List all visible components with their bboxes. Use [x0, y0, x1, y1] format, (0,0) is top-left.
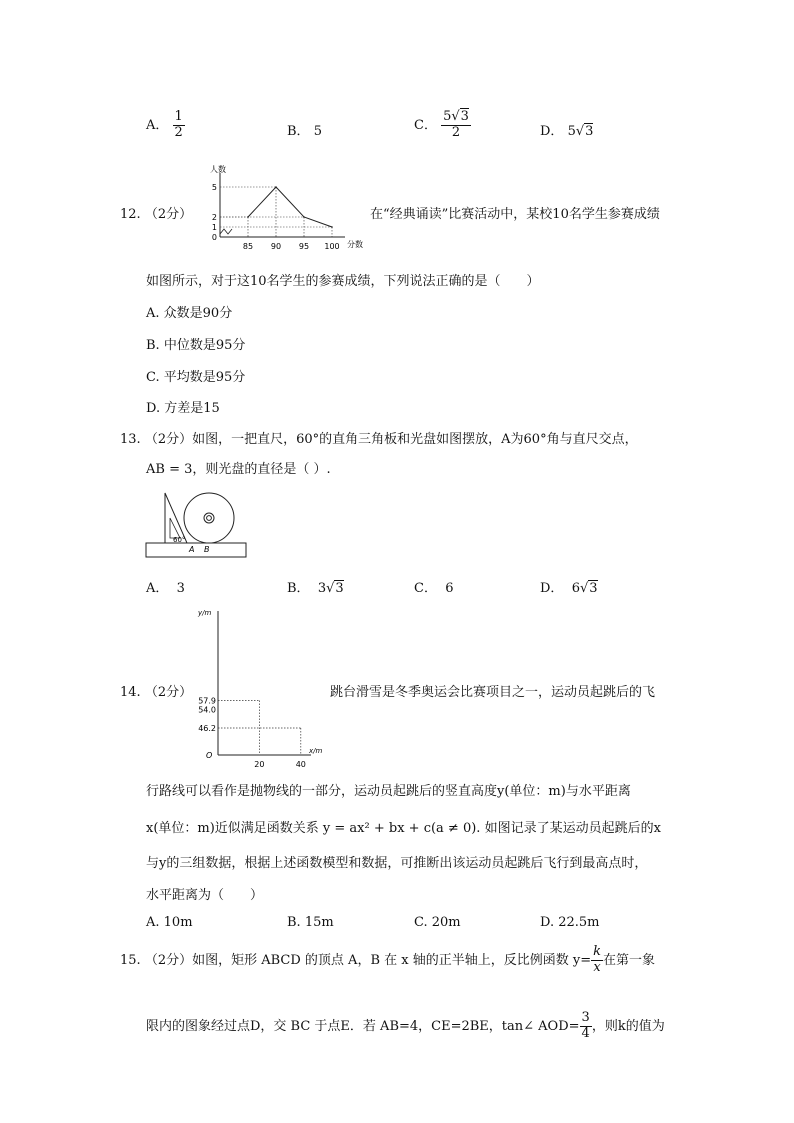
question-stem: 如图，一把直尺，60°的直角三角板和光盘如图摆放，A为60°角与直尺交点，: [192, 432, 638, 447]
question-stem: 如图，矩形 ABCD 的顶点 A，B 在 x 轴的正半轴上，反比例函数 y=: [192, 952, 592, 968]
fraction: [441, 110, 471, 141]
x-tick-label: 100: [324, 242, 340, 250]
radicand: 3: [589, 581, 598, 596]
q14-option-c: C. 20m: [414, 915, 461, 930]
disc-hole-outer: [204, 513, 214, 523]
x-tick-label: 20: [254, 760, 265, 769]
option-label: D．: [540, 581, 564, 596]
score-series-line: [248, 187, 332, 227]
option-label: A．: [146, 117, 169, 133]
radicand: 3: [335, 581, 344, 596]
question-stem: 在第一象: [603, 952, 656, 968]
q12-option-a: A. 众数是90分: [146, 306, 233, 321]
x-tick-label: 85: [242, 242, 254, 250]
data-point: [247, 216, 249, 218]
q14-stem-part1: 跳台滑雪是冬季奥运会比赛项目之一，运动员起跳后的飞: [330, 685, 656, 700]
option-label: D．: [540, 124, 564, 139]
q12-option-b: B. 中位数是95分: [146, 338, 246, 353]
chart-guides: [218, 701, 301, 755]
coefficient: 5: [567, 124, 576, 139]
question-number: 14.: [120, 685, 141, 700]
denominator: 4: [581, 1025, 590, 1041]
option-value: 6: [445, 581, 454, 596]
data-point: [331, 226, 333, 228]
y-tick-label: 54.0: [198, 705, 216, 715]
radical: √3: [326, 581, 344, 596]
q13-option-c: [414, 577, 454, 596]
radical: √3: [575, 124, 594, 139]
y-tick-label: 2: [211, 213, 217, 222]
q12-stem-part1: 在“经典诵读”比赛活动中，某校10名学生参赛成绩: [370, 207, 660, 222]
option-label: B．: [287, 124, 310, 139]
denominator: x: [593, 959, 601, 975]
q13-option-d: [540, 577, 598, 596]
chart-axes: [218, 611, 311, 755]
q12-score-chart: [200, 165, 375, 250]
question-score: （2分）: [144, 952, 193, 968]
question-number: 13.: [120, 432, 141, 447]
data-point: [303, 216, 305, 218]
q14-jump-chart: [186, 603, 346, 773]
q14-stem-line5: 水平距离为（ ）: [146, 888, 264, 903]
option-label: B．: [287, 581, 310, 596]
numerator: 3: [581, 1010, 590, 1025]
point-b-label: B: [204, 545, 210, 554]
numerator: [441, 110, 471, 126]
disc: [184, 493, 234, 543]
denominator: 2: [174, 124, 183, 140]
question-number: 12.: [120, 207, 141, 222]
y-tick-label: 57.9: [198, 696, 216, 706]
radical: √3: [451, 109, 469, 124]
option-label: A．: [146, 581, 169, 596]
x-axis-label: 分数: [347, 240, 363, 249]
q11-option-d: [540, 120, 593, 139]
question-score: （2分）: [144, 207, 193, 222]
y-axis-label: y/m: [198, 609, 212, 617]
q12-option-d: D. 方差是15: [146, 401, 220, 416]
q14-stem-line4: 与y的三组数据，根据上述函数模型和数据，可推断出该运动员起跳后飞行到最高点时，: [146, 856, 648, 871]
q13-option-b: [287, 577, 344, 596]
x-tick-label: 40: [295, 760, 306, 769]
question-score: （2分）: [144, 685, 193, 700]
q13-figure: [143, 485, 251, 560]
q11-option-a: [146, 110, 185, 141]
fraction: [580, 1011, 592, 1042]
q12-stem-part2: 如图所示，对于这10名学生的参赛成绩，下列说法正确的是（ ）: [146, 274, 540, 289]
q15-line1: [120, 945, 655, 976]
option-label: C．: [414, 581, 437, 596]
y-tick-label: 46.2: [198, 724, 216, 733]
disc-hole-inner: [207, 516, 212, 521]
option-label: C．: [414, 117, 437, 133]
y-axis-label: 人数: [210, 165, 226, 174]
x-axis-label: x/m: [309, 747, 323, 755]
x-tick-label: 90: [270, 242, 282, 250]
radicand: 3: [585, 124, 594, 139]
ruler: [146, 543, 246, 557]
chart-labels: [197, 609, 323, 769]
coefficient: 6: [571, 581, 580, 596]
q13-option-a: [146, 577, 185, 596]
q14-option-a: A. 10m: [146, 915, 193, 930]
coefficient: 3: [317, 581, 327, 596]
chart-series: [247, 186, 333, 228]
numerator: k: [593, 944, 601, 959]
fraction: [173, 110, 185, 141]
question-number: 15.: [120, 952, 141, 968]
q13-line1: [120, 428, 638, 447]
fraction: [591, 945, 603, 976]
axis-break: [220, 229, 232, 234]
q11-option-b: [287, 120, 322, 139]
radical: √3: [579, 581, 598, 596]
q12-number: [120, 203, 192, 222]
q11-option-c: [414, 110, 471, 141]
y-tick-label: 5: [211, 183, 217, 192]
coefficient: 5: [443, 109, 452, 124]
option-value: 3: [176, 581, 185, 596]
question-score: （2分）: [144, 432, 193, 447]
data-point: [275, 186, 277, 188]
origin-label: O: [206, 751, 213, 760]
q15-line2: [146, 1011, 665, 1042]
q12-option-c: C. 平均数是95分: [146, 370, 246, 385]
option-value: 5: [313, 124, 322, 139]
q14-option-d: D. 22.5m: [540, 915, 600, 930]
q14-stem-line2: 行路线可以看作是抛物线的一部分，运动员起跳后的竖直高度y(单位：m)与水平距离: [146, 784, 631, 799]
q14-number: [120, 681, 192, 700]
q13-line2: AB = 3，则光盘的直径是（ ）.: [146, 462, 331, 477]
chart-guides: [220, 187, 332, 237]
q14-stem-line3: x(单位：m)近似满足函数关系 y = ax² + bx + c(a ≠ 0). 如图记录了某运动员起跳后的x: [146, 821, 661, 836]
set-square-inner: [170, 518, 180, 538]
question-stem: 限内的图象经过点D，交 BC 于点E．若 AB=4，CE=2BE，tan∠ AOD=: [146, 1018, 580, 1034]
numerator: 1: [174, 109, 183, 124]
y-tick-label: 1: [211, 223, 217, 232]
x-tick-label: 95: [298, 242, 310, 250]
radicand: 3: [460, 109, 469, 124]
denominator: 2: [451, 124, 461, 140]
point-a-label: A: [189, 545, 195, 554]
question-stem: ，则k的值为: [591, 1018, 665, 1034]
angle-label: 60°: [173, 536, 186, 544]
y-tick-label: 0: [211, 233, 217, 242]
q14-option-b: B. 15m: [287, 915, 334, 930]
chart-axes: [220, 173, 345, 237]
